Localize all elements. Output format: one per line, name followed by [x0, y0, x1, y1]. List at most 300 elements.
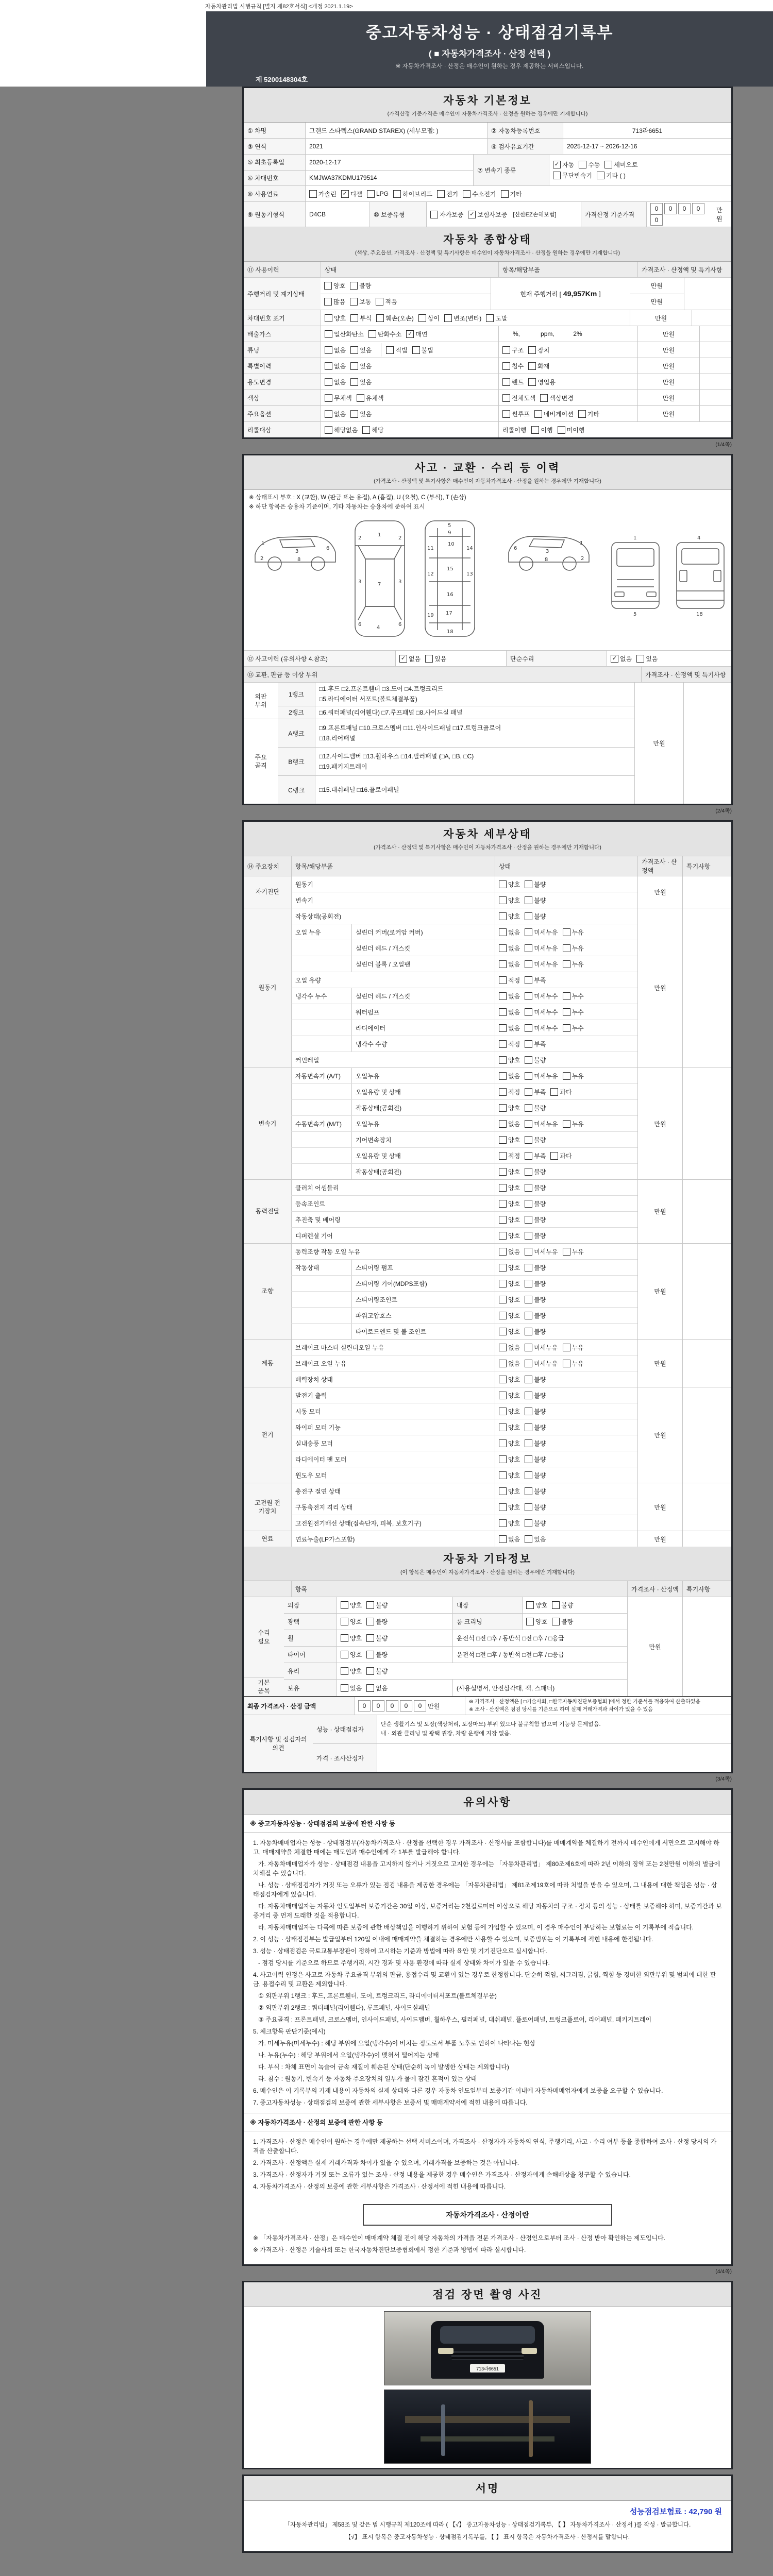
device-name: 제동	[244, 1340, 291, 1387]
status-option: 미세누유	[525, 944, 558, 953]
status-option: 양호	[499, 1407, 520, 1416]
sheet-detail-condition	[242, 820, 733, 1773]
transmission-option: 수동	[579, 160, 600, 169]
overall-condition-table	[244, 262, 731, 437]
status-option: 누수	[563, 1008, 584, 1016]
checkbox-icon	[563, 944, 570, 952]
inspection-photo-front	[384, 2311, 591, 2385]
checkbox-icon	[350, 410, 358, 418]
item-group-label	[291, 1132, 351, 1147]
item-label: 오일유량 및 상태	[351, 1084, 495, 1099]
checkbox-icon	[525, 960, 532, 968]
notice-paragraph: ③ 주요골격 : 프론트패널, 크로스멤버, 인사이드패널, 사이드멤버, 휠하우스, 필러패널, 대쉬패널, 플로어패널, 트렁크플로어, 리어패널, 패키지트레이	[253, 2016, 652, 2024]
rank-row	[278, 748, 634, 776]
item-group-label: 실내송풍 모터	[291, 1435, 495, 1451]
item-group-label: 커먼레일	[291, 1052, 495, 1067]
checkbox-icon	[525, 1519, 532, 1527]
status-option: 변조(변타)	[444, 314, 481, 323]
checkbox-icon	[525, 1328, 532, 1335]
checkbox-icon	[324, 298, 332, 306]
detail-row	[291, 1483, 637, 1499]
notice-paragraph: 2. 가격조사 · 산정액은 실제 거래가격과 차이가 있을 수 있으며, 거래가격을 보증하는 것은 아닙니다.	[253, 2159, 519, 2167]
notice-paragraph: 4. 사고이력 인정은 사고로 자동차 주요골격 부위의 판금, 용접수리 및 교환이 있는 경우로 한정합니다. 단순히 꺾임, 찌그러짐, 긁힘, 찍힘 등 경미한 외판부위 및 범퍼에 대한 판금, 용접수리 및 교환은 제외합니다.	[253, 1971, 716, 1988]
item-group-label	[291, 1148, 351, 1163]
checkbox-icon	[525, 1088, 532, 1096]
status-option: 적정	[499, 1088, 520, 1096]
detail-row	[291, 1004, 637, 1020]
status-option: 불량	[350, 281, 371, 290]
price-unit: 만원	[716, 207, 722, 223]
status-option: 해당	[362, 426, 383, 434]
detail-row	[291, 1020, 637, 1036]
checkbox-icon	[525, 1344, 532, 1351]
checkbox-icon	[350, 346, 358, 354]
status-option: 불량	[525, 1279, 546, 1288]
status-option: 썬루프	[502, 410, 530, 418]
header-status: 상태	[321, 262, 498, 277]
checkbox-icon	[525, 1264, 532, 1272]
checkbox-icon	[376, 314, 384, 322]
wheel-label: 휠	[284, 1630, 337, 1646]
checkbox-icon	[325, 410, 332, 418]
item-label: 실린더 헤드 / 개스킷	[351, 940, 495, 956]
item-label: 오일누유	[351, 1116, 495, 1131]
status-option: 무채색	[325, 394, 352, 402]
rank-items: □18.리어패널	[319, 735, 356, 742]
checkbox-icon	[499, 1120, 507, 1128]
svg-text:6: 6	[514, 546, 517, 551]
checkbox-icon	[341, 1618, 348, 1625]
checkbox-icon	[525, 992, 532, 1000]
status-option: 미세누유	[525, 1343, 558, 1352]
svg-text:2: 2	[581, 556, 584, 562]
car-name-label: ① 차명	[244, 123, 305, 138]
status-option: 부족	[525, 1088, 546, 1096]
checkbox-icon	[499, 1455, 507, 1463]
checkbox-icon	[525, 1408, 532, 1415]
status-option: 불량	[366, 1667, 388, 1675]
transmission-options	[553, 160, 643, 180]
item-group-label: 오일 누유	[291, 924, 351, 940]
notice-paragraph: - 점검 당시를 기준으로 하므로 주행거리, 시간 경과 및 사용 환경에 따라 실제 상태와 차이가 있을 수 있습니다.	[253, 1959, 550, 1967]
vin-mark-name: 차대번호 표기	[244, 310, 321, 326]
year-label: ③ 연식	[244, 139, 305, 154]
status-option: 불량	[525, 1104, 546, 1112]
headlight-right	[522, 2348, 537, 2354]
device-name: 연료	[244, 1531, 291, 1547]
checkbox-icon	[563, 1072, 570, 1080]
checkbox-icon	[499, 960, 507, 968]
checkbox-icon	[525, 1120, 532, 1128]
checkbox-icon	[502, 410, 510, 418]
checkbox-icon	[499, 1200, 507, 1208]
checkbox-icon	[563, 960, 570, 968]
status-option: 양호	[526, 1617, 547, 1626]
page-marker: (4/4쪽)	[715, 2268, 732, 2275]
final-price-digit: 0	[414, 1700, 426, 1711]
checkbox-icon	[636, 655, 644, 663]
left-margin	[0, 11, 206, 87]
checkbox-icon	[525, 1360, 532, 1367]
glass-label: 유리	[284, 1663, 337, 1679]
item-group-label: 등속조인트	[291, 1196, 495, 1211]
header-use-history: ⑪ 사용이력	[244, 262, 321, 277]
section-basic-header	[244, 88, 731, 123]
sheet-photos	[242, 2281, 733, 2469]
checkbox-icon	[501, 190, 509, 198]
checkbox-icon	[525, 1200, 532, 1208]
checkbox-icon	[525, 1184, 532, 1192]
item-group-label: 자동변속기 (A/T)	[291, 1068, 351, 1083]
header-price: 가격조사 · 산정액	[627, 1581, 682, 1597]
item-group-label: 라디에이터 팬 모터	[291, 1451, 495, 1467]
status-option: 불량	[552, 1617, 573, 1626]
status-option: 도말	[486, 314, 507, 323]
possession-label: 보유	[284, 1680, 337, 1696]
svg-text:8: 8	[545, 557, 548, 563]
section-sign-header	[244, 2476, 731, 2501]
checkbox-icon	[366, 1684, 374, 1692]
repair-option: ✓ 없음	[611, 654, 632, 663]
checkbox-icon	[368, 330, 376, 338]
detail-row	[291, 1467, 637, 1483]
status-option: 적정	[499, 976, 520, 985]
status-option: 양호	[499, 1279, 520, 1288]
status-option: 양호	[499, 1487, 520, 1496]
svg-text:1: 1	[261, 540, 265, 546]
vehicle-damage-diagram	[244, 512, 731, 650]
form-reference: 자동차관리법 시행규칙 [별지 제82호서식] <개정 2021.1.19>	[205, 4, 353, 10]
item-group-label: 시동 모터	[291, 1403, 495, 1419]
svg-text:16: 16	[447, 592, 453, 598]
checkbox-icon	[499, 1280, 507, 1287]
detail-row	[291, 892, 637, 908]
checkbox-icon	[341, 190, 349, 198]
device-group	[244, 908, 731, 1068]
warranty-label: ⑩ 보증유형	[369, 202, 426, 227]
svg-text:17: 17	[446, 611, 452, 616]
status-option: 없음	[499, 992, 520, 1001]
checkbox-icon	[499, 1312, 507, 1319]
status-option: 미세누수	[525, 992, 558, 1001]
price-cell: 만원	[637, 374, 699, 389]
device-group	[244, 1340, 731, 1387]
checkbox-icon	[393, 190, 401, 198]
notice-paragraph: 다. 자동차매매업자는 자동차 인도일부터 보증기간은 30일 이상, 보증거리는 2천킬로미터 이상으로 해당 자동차의 구조 · 장치 등의 성능 · 상태를 보증해야 하며, 보증기간과 보증거리 중 먼저 도래한 것을 적용합니다.	[253, 1903, 722, 1920]
section-title: 자동차 기본정보	[443, 95, 532, 107]
status-option: 미세누유	[525, 1247, 558, 1256]
valid-value: 2025-12-17 ~ 2026-12-16	[563, 139, 731, 154]
status-option: 적음	[376, 297, 397, 306]
status-option: 누유	[563, 1072, 584, 1080]
checkbox-icon	[525, 1423, 532, 1431]
checkbox-icon	[499, 1503, 507, 1511]
page-title-note: ※ 자동차가격조사 · 산정은 매수인이 원하는 경우 제공하는 서비스입니다.	[395, 63, 584, 70]
status-option: 양호	[324, 281, 345, 290]
checkbox-icon	[534, 410, 542, 418]
color-name: 색상	[244, 390, 321, 405]
header-notes: 특기사항	[682, 856, 731, 876]
svg-text:8: 8	[297, 557, 301, 563]
sheet-accident-history	[242, 454, 733, 805]
notes-cell	[682, 876, 731, 908]
status-option: 누유	[563, 1247, 584, 1256]
section-other-header	[244, 1547, 731, 1581]
opinion-label: 특기사항 및 점검자의 의견	[244, 1715, 313, 1772]
notes-cell	[682, 1387, 731, 1483]
status-option: 양호	[499, 1391, 520, 1400]
item-group-label	[291, 1036, 351, 1052]
header-blank	[244, 1581, 291, 1597]
tuning-name: 튜닝	[244, 342, 321, 358]
status-option: 누유	[563, 1120, 584, 1128]
item-group-label: 작동상태	[291, 1260, 351, 1275]
page-marker: (2/4쪽)	[715, 808, 732, 814]
warranty-option: 자가보증	[430, 210, 463, 219]
notes-cell	[699, 374, 731, 389]
checkbox-icon	[341, 1634, 348, 1642]
checkbox-icon	[463, 190, 470, 198]
rank-name: A랭크	[278, 719, 315, 747]
notice-paragraph: 6. 매수인은 이 기록부의 기재 내용이 자동차의 실제 상태와 다른 경우 자동차 인도일부터 보증기간 이내에 자동차매매업자에게 보증을 요구할 수 있습니다.	[253, 2087, 663, 2095]
checkbox-icon	[525, 976, 532, 984]
svg-text:7: 7	[378, 582, 381, 587]
status-option: 있음	[525, 1535, 546, 1544]
item-group-label: 발전기 출력	[291, 1387, 495, 1403]
exterior-label: 외장	[284, 1597, 337, 1613]
item-label: 실린더 커버(로커암 커버)	[351, 924, 495, 940]
checkbox-icon	[552, 1618, 560, 1625]
device-name: 고전원 전기장치	[244, 1483, 291, 1531]
checkbox-icon	[525, 1072, 532, 1080]
status-option: 미세누수	[525, 1008, 558, 1016]
checkbox-icon	[412, 346, 420, 354]
checkbox-icon	[550, 1152, 558, 1160]
checkbox-icon	[525, 880, 532, 888]
svg-text:3: 3	[358, 579, 362, 585]
status-option: 있음	[341, 1684, 362, 1692]
svg-text:3: 3	[295, 549, 299, 554]
checkbox-icon	[525, 1439, 532, 1447]
status-option: 불량	[525, 1487, 546, 1496]
damage-code-legend-2: ※ 하단 항목은 승용차 기준이며, 기타 자동차는 승용차에 준하여 표시	[249, 504, 425, 510]
status-option: 양호	[499, 1295, 520, 1304]
status-option: 과다	[550, 1088, 572, 1096]
status-option: 불량	[525, 896, 546, 905]
first-reg-value: 2020-12-17	[305, 155, 473, 170]
status-option: 상이	[418, 314, 440, 323]
signature-statement: 【√】 표시 항목은 중고자동차성능 · 상태점검기록부를, 【 】 표시 항목은 자동차가격조사 · 산정서를 말합니다.	[345, 2534, 630, 2540]
device-name: 원동기	[244, 908, 291, 1067]
checkbox-icon	[597, 172, 604, 179]
warranty-insurer: [신한EZ손해보험]	[513, 212, 557, 218]
status-option: 없음	[499, 1008, 520, 1016]
mileage-name: 주행거리 및 계기상태	[244, 278, 321, 310]
item-group-label	[291, 1324, 351, 1339]
price-cell: 만원	[637, 326, 699, 342]
checkbox-icon	[525, 1104, 532, 1112]
status-option: 양호	[341, 1667, 362, 1675]
status-option: 불량	[525, 1391, 546, 1400]
item-group-label	[291, 1292, 351, 1307]
checkbox-icon	[499, 1328, 507, 1335]
detail-condition-table	[244, 856, 731, 1547]
item-group-label: 수동변속기 (M/T)	[291, 1116, 351, 1131]
exchange-section-label: ⑬ 교환, 판금 등 이상 부위	[244, 667, 641, 682]
item-group-label	[291, 1276, 351, 1291]
checkbox-icon	[341, 1684, 348, 1692]
checkbox-icon	[499, 1519, 507, 1527]
section-title: 자동차 세부상태	[443, 828, 532, 840]
fuel-option: LPG	[367, 190, 389, 198]
notes-cell	[682, 1068, 731, 1179]
checkbox-icon	[531, 426, 539, 434]
detail-row	[291, 1116, 637, 1132]
detail-row	[291, 1164, 637, 1179]
mileage-value: 49,957Km	[563, 290, 597, 298]
svg-text:18: 18	[696, 612, 703, 617]
final-price-note: ※ 조사 · 산정액은 점검 당시를 기준으로 하며 실제 거래가격과 차이가 있을 수 있음	[469, 1707, 653, 1713]
price-digit: 0	[650, 203, 663, 214]
price-digit: 0	[650, 214, 663, 226]
checkbox-icon	[325, 346, 332, 354]
checkbox-icon	[525, 1152, 532, 1160]
detail-row	[291, 1340, 637, 1355]
top-strip	[0, 0, 773, 11]
recall-exec-label: 리콜이행	[502, 426, 527, 434]
notes-cell	[699, 406, 731, 421]
detail-row	[291, 924, 637, 940]
status-option: 불량	[525, 1263, 546, 1272]
final-price-digit: 0	[386, 1700, 398, 1711]
basic-items-list: (사용설명서, 안전삼각대, 잭, 스패너)	[452, 1680, 627, 1696]
rank-items: □6.쿼터패널(리어휀다) □7.루프패널 □8.사이드실 패널	[319, 708, 463, 716]
status-option: 화재	[528, 362, 549, 370]
status-option: 있음	[350, 346, 372, 354]
checkbox-icon	[525, 1535, 532, 1543]
item-group-label	[291, 940, 351, 956]
vin-label: ⑥ 차대번호	[244, 171, 305, 186]
checkbox-icon	[525, 1312, 532, 1319]
device-name: 자기진단	[244, 876, 291, 908]
status-option: 없음	[325, 378, 346, 386]
detail-row	[291, 1196, 637, 1212]
status-option: 미세누유	[525, 960, 558, 969]
svg-text:2: 2	[260, 556, 264, 562]
price-cell: 만원	[637, 1180, 682, 1243]
status-option: 미세누유	[525, 1359, 558, 1368]
fuel-option: 가솔린	[309, 190, 337, 198]
notes-cell	[682, 1483, 731, 1531]
status-option: 불량	[525, 1327, 546, 1336]
item-label: 작동상태(공회전)	[351, 1100, 495, 1115]
checkbox-icon	[486, 314, 494, 322]
notice-paragraph: 나. 성능 · 상태점검자가 거짓 또는 오류가 있는 점검 내용을 제공한 경우에는 「자동차관리법」 제81조제19호에 따라 처벌을 받을 수 있으며, 그 내용에 대한 책임은 성능 · 상태점검자에게 있습니다.	[253, 1882, 717, 1899]
recall-name: 리콜대상	[244, 422, 321, 437]
device-group	[244, 1531, 731, 1547]
section-title: 자동차 기타정보	[443, 1553, 532, 1565]
status-option: 적정	[499, 1040, 520, 1048]
status-option: 불량	[366, 1601, 388, 1609]
svg-text:1: 1	[378, 532, 381, 538]
detail-row	[291, 1403, 637, 1419]
item-label: 라디에이터	[351, 1020, 495, 1036]
fuel-option: 하이브리드	[393, 190, 432, 198]
header-item: 항목/해당부품	[291, 856, 495, 876]
notes-cell	[699, 326, 731, 342]
rank-row	[278, 719, 634, 748]
item-label: 냉각수 수량	[351, 1036, 495, 1052]
checkbox-icon	[525, 1503, 532, 1511]
status-option: 훼손(오손)	[376, 314, 413, 323]
fee-amount: 42,790 원	[688, 2507, 722, 2517]
detail-row	[291, 1180, 637, 1196]
status-option: 양호	[499, 1231, 520, 1240]
detail-row	[291, 1515, 637, 1531]
status-option: 네비게이션	[534, 410, 574, 418]
status-option: 부족	[525, 1040, 546, 1048]
signature-statement: 「자동차관리법」 제58조 및 같은 법 시행규칙 제120조에 따라 ( 【√】 중고자동차성능 · 상태점검기록부, 【 】 자동차가격조사 · 산정서 )를 작성 · 발급합니다.	[284, 2522, 691, 2529]
item-label: 기어변속장치	[351, 1132, 495, 1147]
repair-option: 있음	[636, 654, 658, 663]
svg-text:10: 10	[448, 541, 455, 547]
status-option: 침수	[502, 362, 524, 370]
svg-text:18: 18	[447, 629, 453, 635]
svg-text:2: 2	[358, 535, 362, 541]
status-option: 탄화수소	[368, 330, 401, 338]
checkbox-icon	[366, 1651, 374, 1658]
svg-text:6: 6	[326, 546, 330, 551]
checkbox-icon	[499, 928, 507, 936]
reg-no-label: ② 자동차등록번호	[487, 123, 563, 138]
checkbox-icon	[525, 1248, 532, 1256]
detail-row	[291, 1100, 637, 1116]
checkbox-icon	[525, 1024, 532, 1032]
status-option: 적정	[499, 1151, 520, 1160]
status-option: ✓ 매연	[406, 330, 427, 338]
status-option: 많음	[324, 297, 345, 306]
status-option: 적법	[386, 346, 407, 354]
section-history-header	[244, 455, 731, 490]
status-option: 양호	[499, 1471, 520, 1480]
checkbox-icon	[386, 346, 394, 354]
rank-items: □1.후드 □2.프론트휀더 □3.도어 □4.트렁크리드	[319, 685, 444, 692]
checkbox-icon	[578, 410, 586, 418]
notes-cell	[699, 342, 731, 358]
status-option: 불량	[525, 1439, 546, 1448]
svg-text:14: 14	[466, 546, 473, 551]
notice-paragraph: 나. 누유(누수) : 해당 부위에서 오일(냉각수)이 맺혀서 떨어지는 상태	[253, 2052, 439, 2059]
rank-row	[278, 683, 634, 706]
svg-text:3: 3	[398, 579, 402, 585]
rank-name: C랭크	[278, 776, 315, 804]
engine-value: D4CB	[305, 202, 369, 227]
checkbox-icon	[499, 1487, 507, 1495]
detail-row	[291, 1371, 637, 1387]
price-cell: 만원	[637, 1340, 682, 1387]
checkbox-icon	[540, 394, 548, 402]
svg-text:19: 19	[427, 613, 434, 618]
status-option: 부식	[350, 314, 372, 323]
checkbox-icon	[499, 1136, 507, 1144]
price-cell: 만원	[637, 358, 699, 374]
status-option: 부족	[525, 976, 546, 985]
final-price-digit: 0	[372, 1700, 384, 1711]
vin-value: KMJWA37KDMU179514	[305, 171, 473, 186]
item-label: 스티어링조인트	[351, 1292, 495, 1307]
section-note: (가격산정 기준가격은 매수인이 자동차가격조사 · 산정을 원하는 경우에만 기재합니다)	[387, 111, 588, 117]
status-option: 양호	[526, 1601, 547, 1609]
